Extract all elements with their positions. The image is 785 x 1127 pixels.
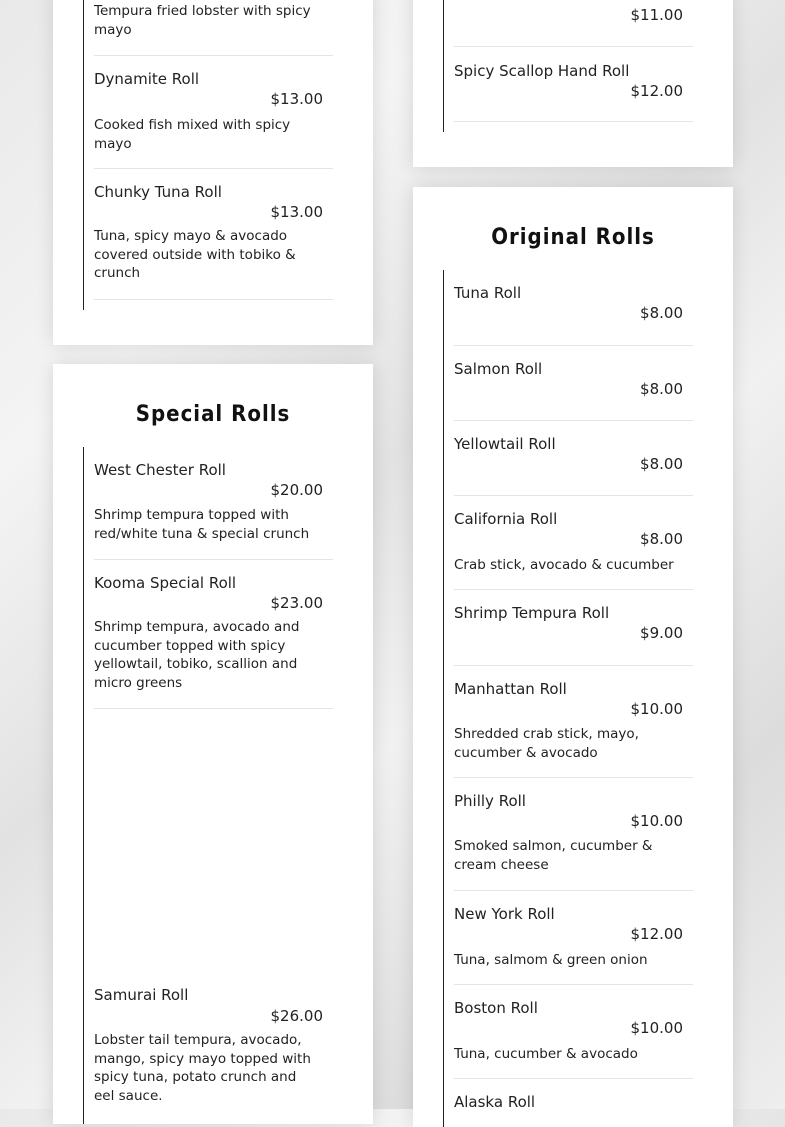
- menu-item-description: Tuna, spicy mayo & avocado covered outside with tobiko & crunch: [94, 228, 296, 281]
- menu-item: [454, 270, 693, 346]
- menu-items-list: [94, 447, 333, 1112]
- menu-item-name: West Chester Roll: [94, 461, 226, 479]
- menu-card-original-rolls: [413, 187, 733, 1127]
- menu-item-spacer: [94, 709, 333, 972]
- menu-item-name: Salmon Roll: [454, 360, 543, 378]
- menu-item-name: Samurai Roll: [94, 986, 189, 1004]
- menu-item: [454, 666, 693, 778]
- menu-item: [454, 47, 693, 122]
- menu-item-price: $13.00: [270, 90, 323, 108]
- menu-item-description: Tuna, cucumber & avocado: [454, 1046, 638, 1062]
- menu-item: [454, 590, 693, 666]
- menu-item-name: Dynamite Roll: [94, 70, 200, 88]
- section-rail: [443, 270, 444, 1127]
- menu-item-price: $8.00: [640, 304, 683, 322]
- menu-item: [454, 496, 693, 590]
- menu-item-name: Tuna Roll: [454, 284, 522, 302]
- menu-items-list: [94, 0, 333, 300]
- menu-item: [94, 972, 333, 1112]
- menu-item-price: $10.00: [630, 1019, 683, 1037]
- menu-item-price: $8.00: [640, 380, 683, 398]
- menu-item: [454, 346, 693, 421]
- menu-item-name: Philly Roll: [454, 792, 526, 810]
- menu-item: [454, 1079, 693, 1127]
- menu-item-description: Tempura fried lobster with spicy mayo: [94, 3, 311, 38]
- menu-item-price: $20.00: [270, 481, 323, 499]
- menu-item-name: Spicy Scallop Hand Roll: [454, 62, 630, 80]
- menu-item: [454, 985, 693, 1079]
- menu-item-name: Chunky Tuna Roll: [94, 183, 222, 201]
- section-rail: [443, 0, 444, 132]
- section-title: Original Rolls: [491, 225, 655, 250]
- menu-item-description: Smoked salmon, cucumber & cream cheese: [454, 838, 653, 873]
- menu-item-description: Cooked fish mixed with spicy mayo: [94, 117, 291, 152]
- menu-item: [454, 421, 693, 496]
- menu-item: [94, 169, 333, 300]
- menu-item-name: Shrimp Tempura Roll: [454, 604, 610, 622]
- menu-item: [94, 447, 333, 560]
- menu-item-price: $23.00: [270, 594, 323, 612]
- menu-items-list: [454, 270, 693, 1127]
- menu-item: [454, 778, 693, 891]
- menu-item: [454, 0, 693, 47]
- menu-item-price: $12.00: [630, 925, 683, 943]
- menu-item: [94, 0, 333, 56]
- menu-items-list: [454, 0, 693, 122]
- menu-item-price: $26.00: [270, 1007, 323, 1025]
- menu-card-special-rolls: [53, 364, 373, 1124]
- menu-item-price: $8.00: [640, 455, 683, 473]
- section-rail: [83, 0, 84, 310]
- menu-item-description: Lobster tail tempura, avocado, mango, spicy mayo topped with spicy tuna, potato crunch and eel sauce.: [94, 1032, 311, 1104]
- menu-item-name: Manhattan Roll: [454, 680, 567, 698]
- menu-item: [94, 56, 333, 169]
- menu-item-name: Yellowtail Roll: [454, 435, 556, 453]
- menu-item-price: $13.00: [270, 203, 323, 221]
- menu-item-description: Crab stick, avocado & cucumber: [454, 557, 674, 573]
- menu-item-price: $9.00: [640, 624, 683, 642]
- menu-item: [94, 560, 333, 709]
- menu-item-description: Shredded crab stick, mayo, cucumber & avocado: [454, 726, 639, 761]
- menu-item-name: Alaska Roll: [454, 1093, 536, 1111]
- menu-item-description: Shrimp tempura, avocado and cucumber topped with spicy yellowtail, tobiko, scallion and micro greens: [94, 619, 300, 691]
- menu-item-description: Tuna, salmom & green onion: [454, 952, 648, 968]
- section-title: Special Rolls: [135, 402, 291, 427]
- section-rail: [83, 447, 84, 1124]
- menu-card-hand-rolls: [413, 0, 733, 167]
- menu-card-hand-rolls-cont: [53, 0, 373, 345]
- menu-item-name: Boston Roll: [454, 999, 538, 1017]
- menu-item-price: $10.00: [630, 812, 683, 830]
- menu-item-price: $10.00: [630, 700, 683, 718]
- menu-item-name: New York Roll: [454, 905, 555, 923]
- menu-item-price: $11.00: [630, 6, 683, 24]
- menu-item-price: $12.00: [630, 82, 683, 100]
- menu-item-name: Kooma Special Roll: [94, 574, 237, 592]
- menu-item-price: $8.00: [640, 530, 683, 548]
- menu-item-description: Shrimp tempura topped with red/white tuna & special crunch: [94, 507, 310, 542]
- menu-item: [454, 891, 693, 985]
- menu-item-name: California Roll: [454, 510, 558, 528]
